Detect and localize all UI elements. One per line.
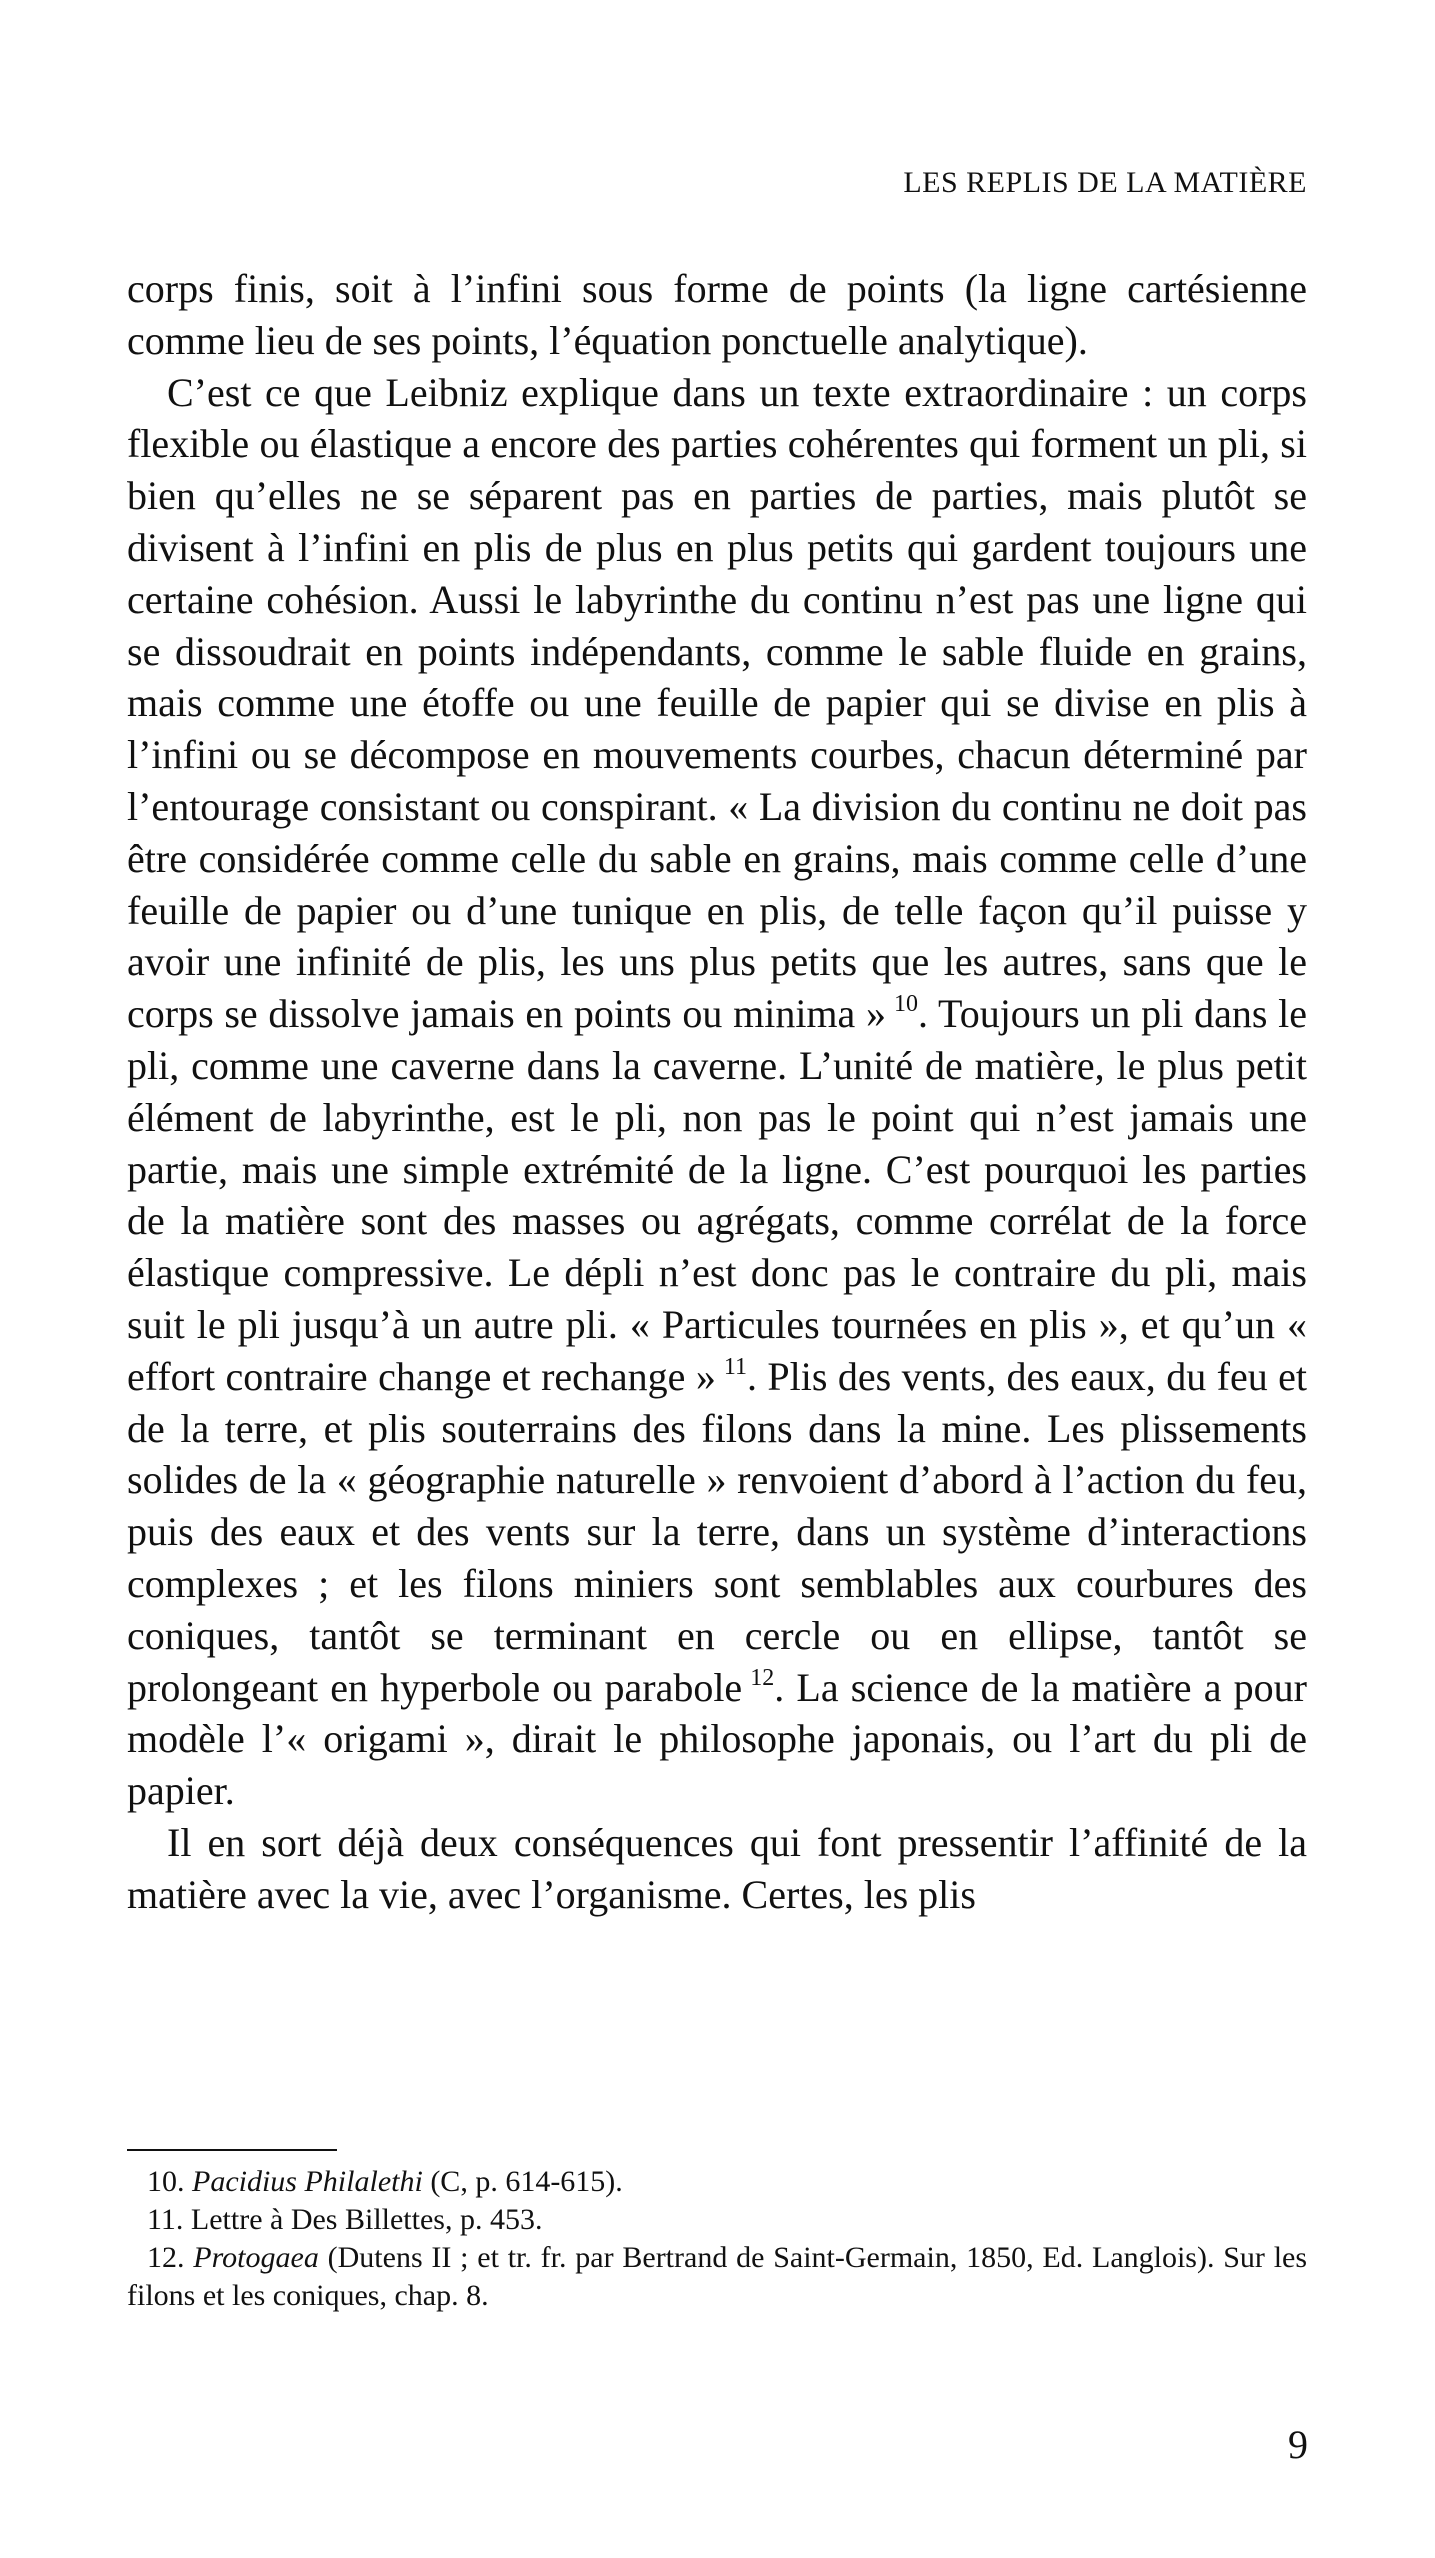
footnote-number: 12.: [147, 2241, 185, 2274]
page-number: 9: [1288, 2422, 1308, 2467]
paragraph-2c-text: Plis des vents, des eaux, du feu et de la terre, et plis souterrains des filons dans la mine. Les plissements solides de la « géographie naturelle » renvoient d’abord à l’action du feu, puis des eaux et des vents sur la terre, dans un système d’interactions complexes ; et les filons miniers sont semblables aux courbures des coniques, tantôt se terminant en cercle ou en ellipse, tantôt se prolongeant en hyperbole ou parabole: [127, 1353, 1308, 1710]
paragraph-3-text: Il en sort déjà deux conséquences qui font pressentir l’affinité de la matière avec la vie, avec l’organisme. Certes, les plis: [127, 1819, 1307, 1917]
paragraph-2d-text: La science de la matière a pour modèle l’« origami », dirait le philosophe japonais, ou l’art du pli de papier.: [127, 1664, 1307, 1814]
footnote-title: Pacidius Philalethi: [192, 2165, 423, 2198]
footnotes: [127, 2163, 1307, 2315]
running-head: LES REPLIS DE LA MATIÈRE: [903, 166, 1307, 199]
note-ref-12[interactable]: 12: [750, 1664, 775, 1691]
footnote-text: Lettre à Des Billettes, p. 453.: [190, 2203, 543, 2236]
note-ref-11[interactable]: 11: [723, 1353, 747, 1380]
footnote-text: (C, p. 614-615).: [430, 2165, 623, 2198]
paragraph-1-text: corps finis, soit à l’infini sous forme de points (la ligne cartésienne comme lieu de ses points, l’équation ponctuelle analytique).: [127, 266, 1307, 363]
footnote-11: [127, 2201, 1307, 2239]
footnote-12: [127, 2239, 1307, 2315]
footnote-separator: [127, 2149, 337, 2151]
footnote-text: (Dutens II ; et tr. fr. par Bertrand de Saint-Germain, 1850, Ed. Langlois). Sur les filons et les coniques, chap. 8.: [127, 2241, 1308, 2312]
footnote-10: [127, 2163, 1307, 2201]
paragraph-leibniz: C’est ce que Leibniz explique dans un texte extraordinaire : un corps flexible ou élastique a encore des parties cohérentes qui forment un pli, si bien qu’elles ne se séparent pas en parties de parties, mais plutôt se divisent à l’infini en plis de plus en plus petits qui gardent toujours une certaine cohésion. Aussi le labyrinthe du continu n’est pas une ligne qui se dissoudrait en points indépendants, comme le sable fluide en grains, mais comme une étoffe ou une feuille de papier qui se divise en plis à l’infini ou se décompose en mouvements courbes, chacun déterminé par l’entourage consistant ou conspirant. « La division du continu ne doit pas être considérée comme celle du sable en grains, mais comme celle d’une feuille de papier ou d’une tunique en plis, de telle façon qu’il puisse y avoir une infinité de plis, les uns plus petits que les autres, sans que le corps se dissolve jamais en points ou minima » $^{10}$. Toujours un pli dans le pli, comme une caverne dans la caverne. L’unité de matière, le plus petit élément de labyrinthe, est le pli, non pas le point qui n’est jamais une partie, mais une simple extrémité de la ligne. C’est pourquoi les parties de la matière sont des masses ou agrégats, comme corrélat de la force élastique compressive. Le dépli n’est donc pas le contraire du pli, mais suit le pli jusqu’à un autre pli. « Particules tournées en plis », et qu’un « effort contraire change et rechange » $^{11}$. Plis des vents, des eaux, du feu et de la terre, et plis souterrains des filons dans la mine. Les plissements solides de la « géographie naturelle » renvoient d’abord à l’action du feu, puis des eaux et des vents sur la terre, dans un système d’interactions complexes ; et les filons miniers sont semblables aux courbures des coniques, tantôt se terminant en cercle ou en ellipse, tantôt se prolongeant en hyperbole ou parabole $^{12}$. La science de la matière a pour modèle l’« origami », dirait le philosophe japonais, ou l’art du pli de papier.: [127, 369, 1308, 1814]
paragraph-2b-text: Toujours un pli dans le pli, comme une caverne dans la caverne. L’unité de matière, le plus petit élément de labyrinthe, est le pli, non pas le point qui n’est jamais une partie, mais une simple extrémité de la ligne. C’est pourquoi les parties de la matière sont des masses ou agrégats, comme corrélat de la force élastique compressive. Le dépli n’est donc pas le contraire du pli, mais suit le pli jusqu’à un autre pli. « Particules tournées en plis », et qu’un « effort contraire change et rechange »: [127, 991, 1307, 1399]
paragraph-2-text: C’est ce que Leibniz explique dans un texte extraordinaire : un corps flexible ou élastique a encore des parties cohérentes qui forment un pli, si bien qu’elles ne se séparent pas en parties de parties, mais plutôt se divisent à l’infini en plis de plus en plus petits qui gardent toujours une certaine cohésion. Aussi le labyrinthe du continu n’est pas une ligne qui se dissoudrait en points indépendants, comme le sable fluide en grains, mais comme une étoffe ou une feuille de papier qui se divise en plis à l’infini ou se décompose en mouvements courbes, chacun déterminé par l’entourage consistant ou conspirant. « La division du continu ne doit pas être considérée comme celle du sable en grains, mais comme celle d’une feuille de papier ou d’une tunique en plis, de telle façon qu’il puisse y avoir une infinité de plis, les uns plus petits que les autres, sans que le corps se dissolve jamais en points ou minima »: [127, 369, 1307, 1037]
paragraph-continuation: [127, 263, 1307, 367]
footnote-number: 11.: [147, 2203, 184, 2236]
body-text: [127, 263, 1307, 1921]
paragraph-consequences: [127, 1817, 1307, 1921]
note-ref-10[interactable]: 10: [894, 991, 919, 1018]
footnote-title: Protogaea: [193, 2241, 319, 2274]
footnote-number: 10.: [147, 2165, 185, 2198]
